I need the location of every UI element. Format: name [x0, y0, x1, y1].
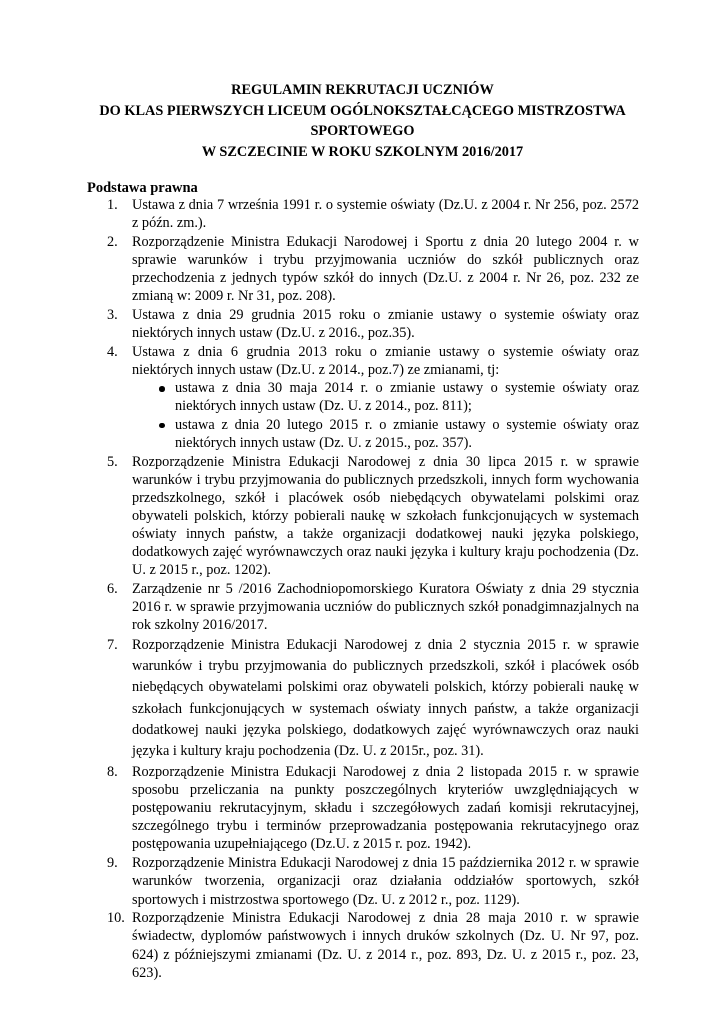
item-text: Rozporządzenie Ministra Edukacji Narodowej z dnia 28 maja 2010 r. w sprawie świadectw, dyplomów państwowych i innych druków szkolnych (Dz. U. Nr 97, poz. 624) z późniejszymi zmianami (Dz. U. z 2014 r., poz. 893, Dz. U. z 2015 r., poz. 23, 623).: [132, 910, 639, 981]
item-number: 7.: [107, 637, 118, 654]
list-item: [107, 635, 639, 762]
bullet-icon: [159, 386, 165, 392]
item-number: 5.: [107, 453, 118, 470]
title-line: DO KLAS PIERWSZYCH LICEUM OGÓLNOKSZTAŁCĄCEGO MISTRZOSTWA: [99, 102, 626, 119]
sub-item-text: ustawa z dnia 30 maja 2014 r. o zmianie ustawy o systemie oświaty oraz niektórych innych ustaw (Dz. U. z 2014., poz. 811);: [175, 380, 639, 415]
item-number: 9.: [107, 855, 118, 872]
section-heading: Podstawa prawna: [87, 180, 198, 196]
sub-item-text: ustawa z dnia 20 lutego 2015 r. o zmianie ustawy o systemie oświaty oraz niektórych innych ustaw (Dz. U. z 2015., poz. 357).: [175, 416, 639, 451]
item-number: 3.: [107, 307, 118, 324]
list-item: [107, 580, 639, 634]
item-text: Ustawa z dnia 6 grudnia 2013 roku o zmianie ustawy o systemie oświaty oraz niektórych innych ustaw (Dz.U. z 2014., poz.7) ze zmianami, tj:: [132, 344, 639, 379]
sub-list-item: [132, 416, 639, 452]
title-line: SPORTOWEGO: [310, 123, 415, 140]
legal-basis-list: [107, 196, 639, 983]
item-text: Rozporządzenie Ministra Edukacji Narodowej z dnia 15 października 2012 r. w sprawie warunków tworzenia, organizacji oraz działania oddziałów sportowych, szkół sportowych i mistrzostwa sportowego (Dz. U. z 2012 r., poz. 1129).: [132, 855, 639, 908]
item-number: 6.: [107, 580, 118, 597]
document-title: [60, 80, 665, 162]
list-item: [107, 196, 639, 232]
item-text: Ustawa z dnia 7 września 1991 r. o systemie oświaty (Dz.U. z 2004 r. Nr 256, poz. 2572 z późn. zm.).: [132, 197, 639, 232]
item-text: Zarządzenie nr 5 /2016 Zachodniopomorskiego Kuratora Oświaty z dnia 29 stycznia 2016 r. w sprawie przyjmowania uczniów do publicznych szkół ponadgimnazjalnych na rok szkolny 2016/2017.: [132, 580, 639, 634]
list-item: [107, 763, 639, 853]
item-text: Rozporządzenie Ministra Edukacji Narodowej i Sportu z dnia 20 lutego 2004 r. w sprawie warunków i trybu przyjmowania uczniów do szkół publicznych oraz przechodzenia z jednych typów szkół do innych (Dz.U. z 2004 r. Nr 26, poz. 232 ze zmianą w: 2009 r. Nr 31, poz. 208).: [132, 233, 639, 305]
item-text: Ustawa z dnia 29 grudnia 2015 roku o zmianie ustawy o systemie oświaty oraz niektórych innych ustaw (Dz.U. z 2016., poz.35).: [132, 307, 639, 342]
item-text: Rozporządzenie Ministra Edukacji Narodowej z dnia 2 listopada 2015 r. w sprawie sposobu przeliczania na punkty poszczególnych kryteriów uwzględniających w postępowaniu rekrutacyjnym, składu i szczegółowych zadań komisji rekrutacyjnej, szczególnego trybu i terminów przeprowadzania postępowania rekrutacyjnego oraz postępowania uzupełniającego (Dz.U. z 2015 r. poz. 1942).: [132, 764, 639, 853]
bullet-icon: [159, 423, 165, 429]
title-line: REGULAMIN REKRUTACJI UCZNIÓW: [231, 82, 494, 98]
list-item: [107, 854, 639, 908]
item-text: Rozporządzenie Ministra Edukacji Narodowej z dnia 2 stycznia 2015 r. w sprawie warunków i trybu przyjmowania do publicznych przedszkoli, szkół i placówek osób niebędących obywatelami polskimi oraz obywateli polskich, którzy pobierali naukę w szkołach funkcjonujących w systemach oświaty innych państw, a także organizacji dodatkowej nauki języka polskiego, dodatkowych zajęć wyrównawczych oraz nauki języka i kultury kraju pochodzenia (Dz. U. z 2015r., poz. 31).: [132, 637, 639, 760]
item-number: 8.: [107, 764, 118, 781]
item-number: 10.: [107, 910, 125, 927]
list-item: [107, 909, 639, 981]
list-item: [107, 343, 639, 452]
sub-list-item: [132, 379, 639, 415]
sub-list: [132, 379, 639, 451]
list-item: [107, 453, 639, 580]
item-number: 4.: [107, 344, 118, 361]
item-number: 2.: [107, 233, 118, 250]
list-item: [107, 233, 639, 305]
item-text: Rozporządzenie Ministra Edukacji Narodowej z dnia 30 lipca 2015 r. w sprawie warunków i trybu przyjmowania do publicznych przedszkoli, innych form wychowania przedszkolnego, szkół i placówek osób niebędących obywatelami polskimi oraz obywateli polskich, którzy pobierali naukę w szkołach funkcjonujących w systemach oświaty innych państw, a także organizacji dodatkowej nauki języka polskiego, dodatkowych zajęć wyrównawczych oraz nauki języka i kultury kraju pochodzenia (Dz. U. z 2015 r., poz. 1202).: [132, 453, 639, 579]
list-item: [107, 306, 639, 342]
title-line: W SZCZECINIE W ROKU SZKOLNYM 2016/2017: [201, 143, 524, 160]
item-number: 1.: [107, 197, 118, 213]
